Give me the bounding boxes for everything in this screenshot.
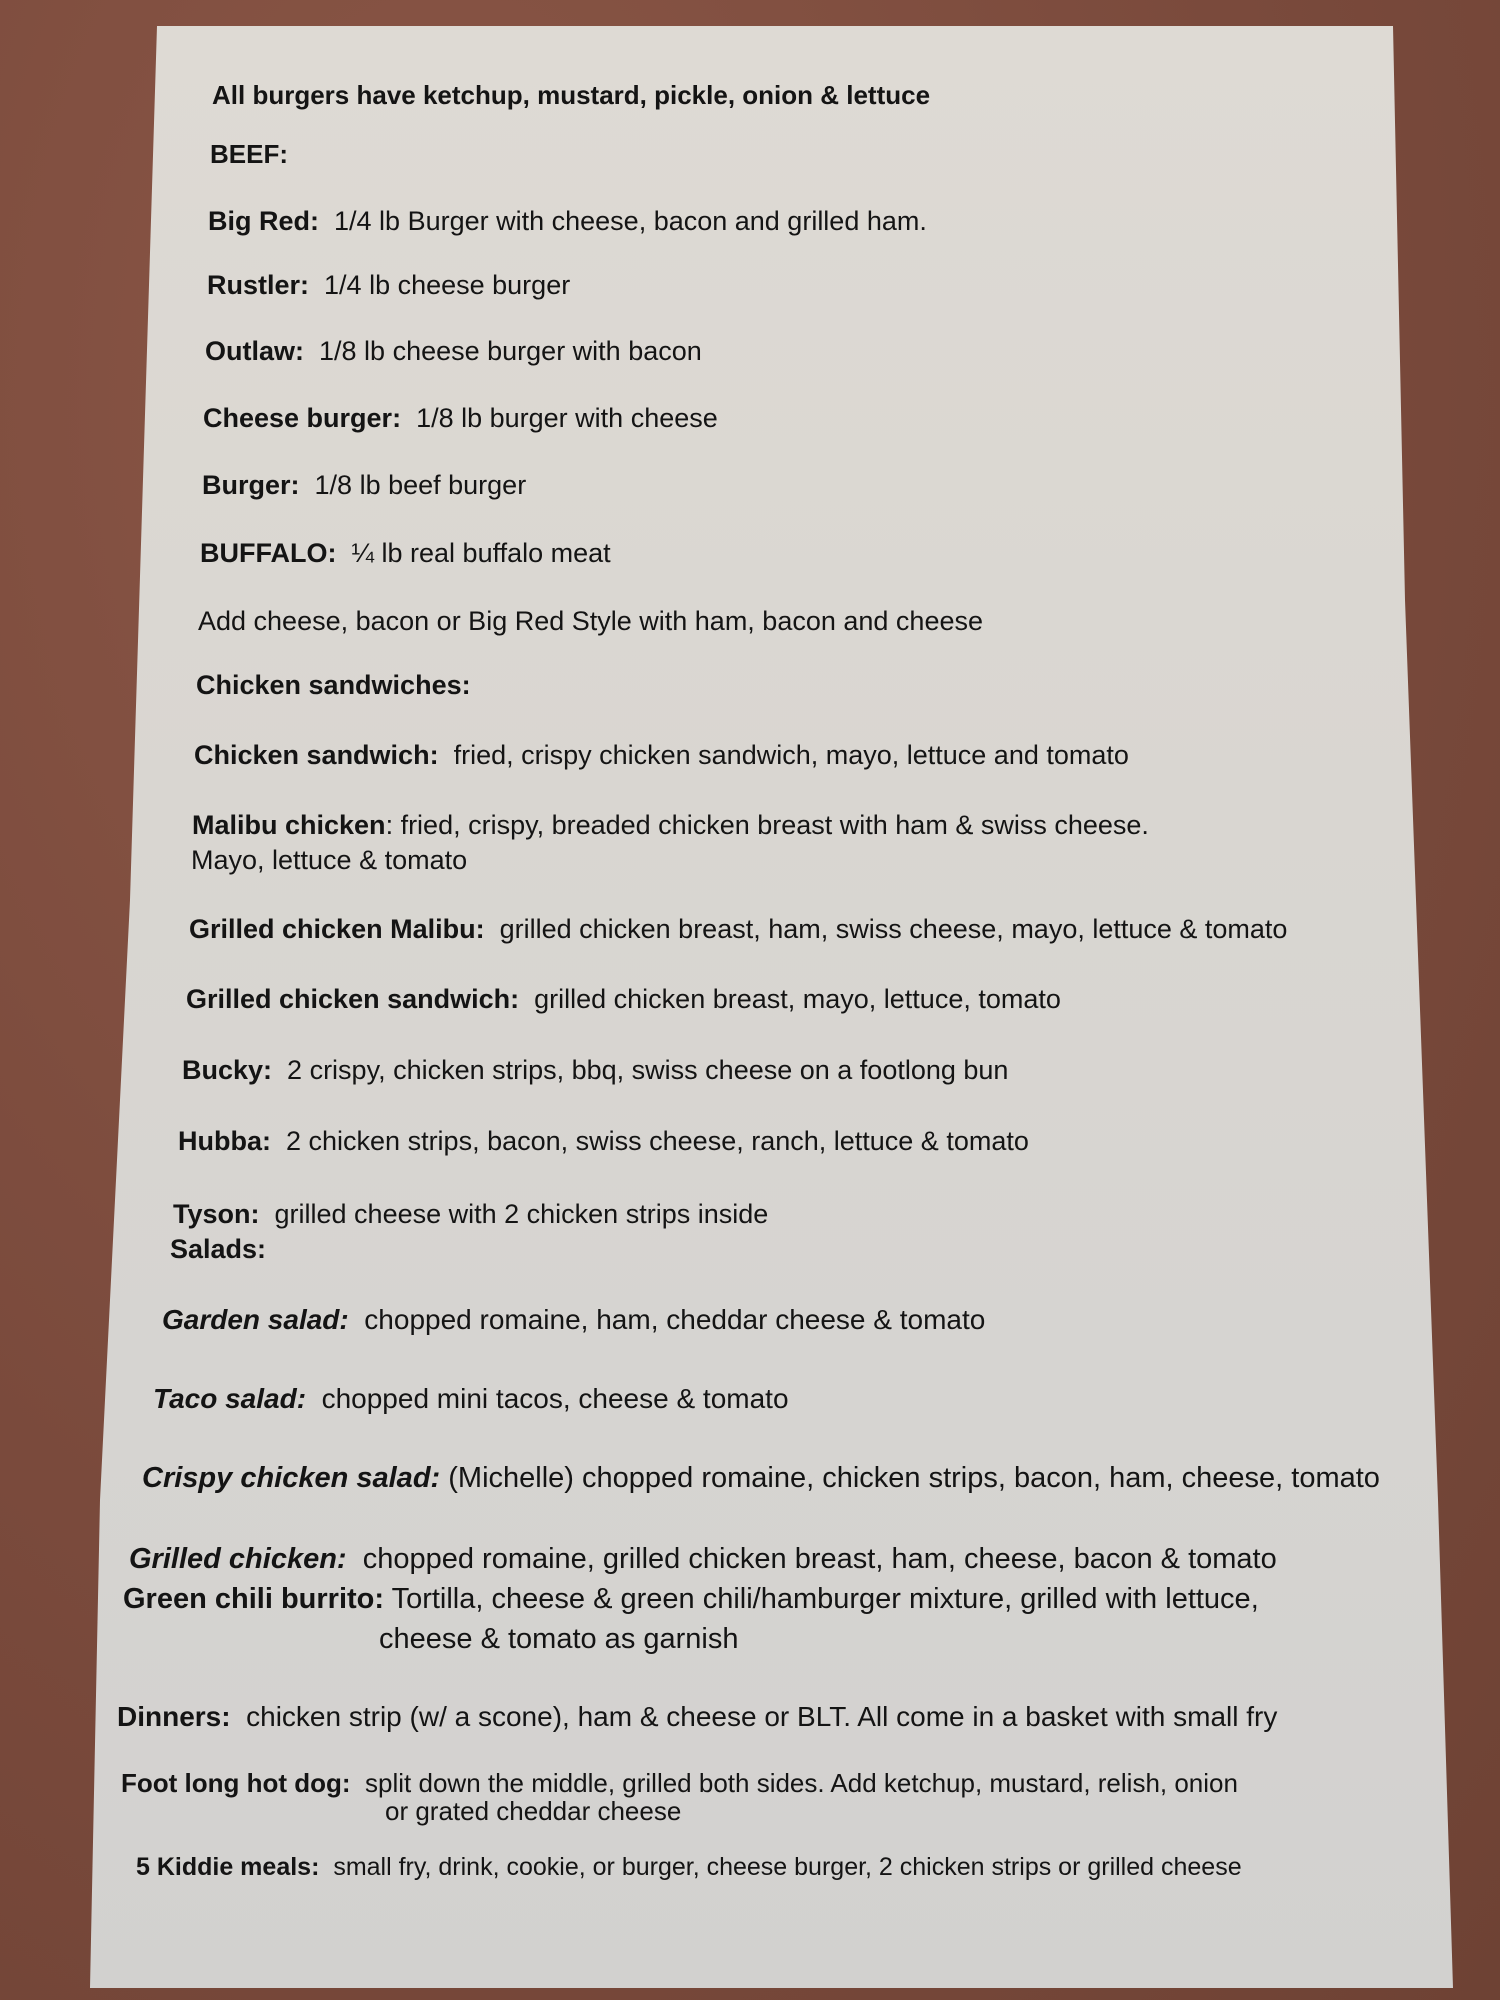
item-description: ¼ lb real buffalo meat [351,538,611,568]
item-label: Taco salad: [153,1383,307,1414]
item-description: (Michelle) chopped romaine, chicken strips, bacon, ham, cheese, tomato [448,1462,1380,1494]
beef-heading: BEEF: [210,139,288,169]
item-description: 1/4 lb Burger with cheese, bacon and grilled ham. [334,206,927,236]
menu-item-grilled-chicken-salad [129,1542,1277,1576]
menu-item-grilled-chicken-sandwich [186,982,1061,1016]
menu-item-cheese-burger [203,401,718,435]
menu-item-burger [202,468,526,502]
item-description: small fry, drink, cookie, or burger, cheese burger, 2 chicken strips or grilled cheese [333,1853,1242,1881]
item-label: Hubba: [178,1126,271,1156]
item-description: grilled chicken breast, mayo, lettuce, tomato [534,984,1061,1014]
item-label: Tyson: [173,1199,260,1229]
item-label: 5 Kiddie meals: [136,1853,320,1881]
menu-item-tyson [173,1197,768,1231]
item-description: chopped mini tacos, cheese & tomato [321,1383,789,1414]
menu-item-big-red [208,204,927,238]
item-label: Dinners: [117,1701,231,1732]
malibu-chicken-continued: Mayo, lettuce & tomato [191,845,468,875]
menu-item-kiddie-meals [136,1850,1242,1884]
item-description: chicken strip (w/ a scone), ham & cheese or BLT. All come in a basket with small fry [246,1701,1278,1732]
item-description: grilled cheese with 2 chicken strips inside [274,1199,769,1229]
item-description: chopped romaine, grilled chicken breast, ham, cheese, bacon & tomato [362,1543,1277,1575]
menu-item-outlaw [205,334,702,368]
item-description: chopped romaine, ham, cheddar cheese & tomato [364,1304,986,1335]
item-label: BUFFALO: [200,538,337,568]
menu-item-taco-salad [153,1382,789,1416]
item-label: Rustler: [207,270,310,300]
item-description: 2 crispy, chicken strips, bbq, swiss cheese on a footlong bun [287,1055,1009,1085]
menu-item-rustler [207,268,570,302]
menu-item-buffalo [200,536,611,570]
addons-line: Add cheese, bacon or Big Red Style with ham, bacon and cheese [198,606,983,636]
menu-item-malibu-chicken [192,808,1149,842]
item-label: Chicken sandwich: [194,740,439,770]
menu-item-chicken-sandwich [194,738,1129,772]
item-label: Cheese burger: [203,403,402,433]
menu-item-grilled-chicken-malibu [189,912,1287,946]
menu-item-hubba [178,1124,1029,1158]
item-description: 1/8 lb cheese burger with bacon [319,336,702,366]
item-label: Big Red: [208,206,319,236]
item-description: Tortilla, cheese & green chili/hamburger mixture, grilled with lettuce, [391,1583,1259,1615]
item-label: Green chili burrito: [123,1583,385,1615]
burrito-continued: cheese & tomato as garnish [379,1623,739,1655]
item-description: 2 chicken strips, bacon, swiss cheese, ranch, lettuce & tomato [286,1126,1029,1156]
item-description: 1/8 lb burger with cheese [416,403,718,433]
item-description: split down the middle, grilled both sides. Add ketchup, mustard, relish, onion [365,1768,1238,1798]
chicken-heading: Chicken sandwiches: [196,670,471,700]
item-description: : fried, crispy, breaded chicken breast with ham & swiss cheese. [385,810,1149,840]
item-label: Foot long hot dog: [121,1768,351,1798]
item-label: Bucky: [182,1055,273,1085]
menu-item-green-chili-burrito [123,1582,1259,1616]
item-label: Garden salad: [162,1304,349,1335]
menu-item-garden-salad [162,1303,985,1337]
item-label: Grilled chicken Malibu: [189,914,485,944]
menu-item-dinners [117,1700,1277,1734]
salads-heading: Salads: [170,1234,267,1264]
item-label: Crispy chicken salad: [142,1462,441,1494]
item-label: Burger: [202,470,300,500]
item-description: fried, crispy chicken sandwich, mayo, lettuce and tomato [453,740,1129,770]
menu-item-bucky [182,1053,1008,1087]
intro-line: All burgers have ketchup, mustard, pickle, onion & lettuce [212,80,931,110]
item-label: Malibu chicken [192,810,386,840]
hot-dog-continued: or grated cheddar cheese [385,1796,682,1826]
menu-item-crispy-chicken-salad [142,1461,1380,1495]
item-description: grilled chicken breast, ham, swiss cheese, mayo, lettuce & tomato [499,914,1288,944]
item-label: Outlaw: [205,336,304,366]
item-label: Grilled chicken sandwich: [186,984,520,1014]
item-description: 1/8 lb beef burger [314,470,527,500]
item-label: Grilled chicken: [129,1543,347,1575]
item-description: 1/4 lb cheese burger [324,270,571,300]
